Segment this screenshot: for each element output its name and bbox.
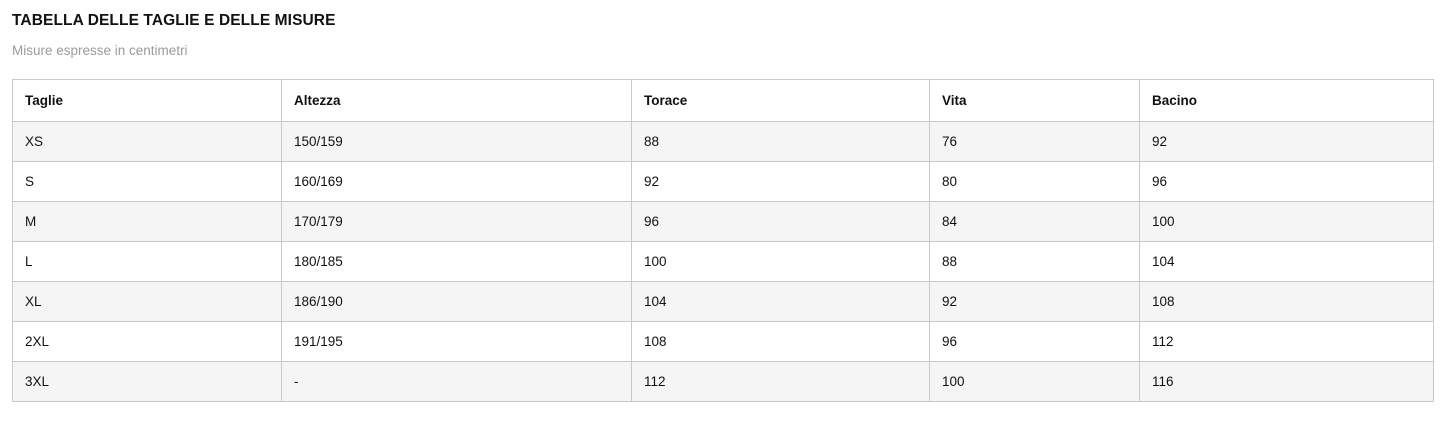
cell-torace: 108	[632, 322, 930, 362]
cell-altezza: 160/169	[282, 162, 632, 202]
cell-torace: 104	[632, 282, 930, 322]
cell-vita: 100	[930, 362, 1140, 402]
cell-vita: 96	[930, 322, 1140, 362]
size-measurements-table	[12, 79, 1434, 402]
cell-taglie: 3XL	[13, 362, 282, 402]
cell-vita: 92	[930, 282, 1140, 322]
cell-altezza: -	[282, 362, 632, 402]
cell-taglie: XL	[13, 282, 282, 322]
cell-taglie: S	[13, 162, 282, 202]
table-row	[13, 122, 1434, 162]
cell-bacino: 96	[1140, 162, 1434, 202]
table-row	[13, 162, 1434, 202]
cell-taglie: XS	[13, 122, 282, 162]
cell-altezza: 180/185	[282, 242, 632, 282]
column-header-torace: Torace	[632, 80, 930, 122]
cell-vita: 80	[930, 162, 1140, 202]
page-title: TABELLA DELLE TAGLIE E DELLE MISURE	[12, 12, 336, 29]
column-header-bacino: Bacino	[1140, 80, 1434, 122]
cell-bacino: 92	[1140, 122, 1434, 162]
column-header-vita: Vita	[930, 80, 1140, 122]
table-row	[13, 362, 1434, 402]
cell-bacino: 116	[1140, 362, 1434, 402]
cell-altezza: 170/179	[282, 202, 632, 242]
cell-vita: 88	[930, 242, 1140, 282]
table-row	[13, 242, 1434, 282]
cell-bacino: 100	[1140, 202, 1434, 242]
cell-vita: 76	[930, 122, 1140, 162]
column-header-taglie: Taglie	[13, 80, 282, 122]
cell-taglie: L	[13, 242, 282, 282]
cell-altezza: 186/190	[282, 282, 632, 322]
cell-torace: 88	[632, 122, 930, 162]
cell-bacino: 112	[1140, 322, 1434, 362]
cell-bacino: 108	[1140, 282, 1434, 322]
cell-bacino: 104	[1140, 242, 1434, 282]
table-header-row	[13, 80, 1434, 122]
cell-torace: 92	[632, 162, 930, 202]
cell-taglie: 2XL	[13, 322, 282, 362]
table-row	[13, 282, 1434, 322]
cell-vita: 84	[930, 202, 1140, 242]
column-header-altezza: Altezza	[282, 80, 632, 122]
cell-torace: 112	[632, 362, 930, 402]
cell-taglie: M	[13, 202, 282, 242]
table-row	[13, 202, 1434, 242]
cell-torace: 100	[632, 242, 930, 282]
cell-altezza: 150/159	[282, 122, 632, 162]
page-subtitle: Misure espresse in centimetri	[12, 43, 188, 58]
size-chart-page	[0, 10, 1445, 438]
cell-altezza: 191/195	[282, 322, 632, 362]
table-row	[13, 322, 1434, 362]
cell-torace: 96	[632, 202, 930, 242]
